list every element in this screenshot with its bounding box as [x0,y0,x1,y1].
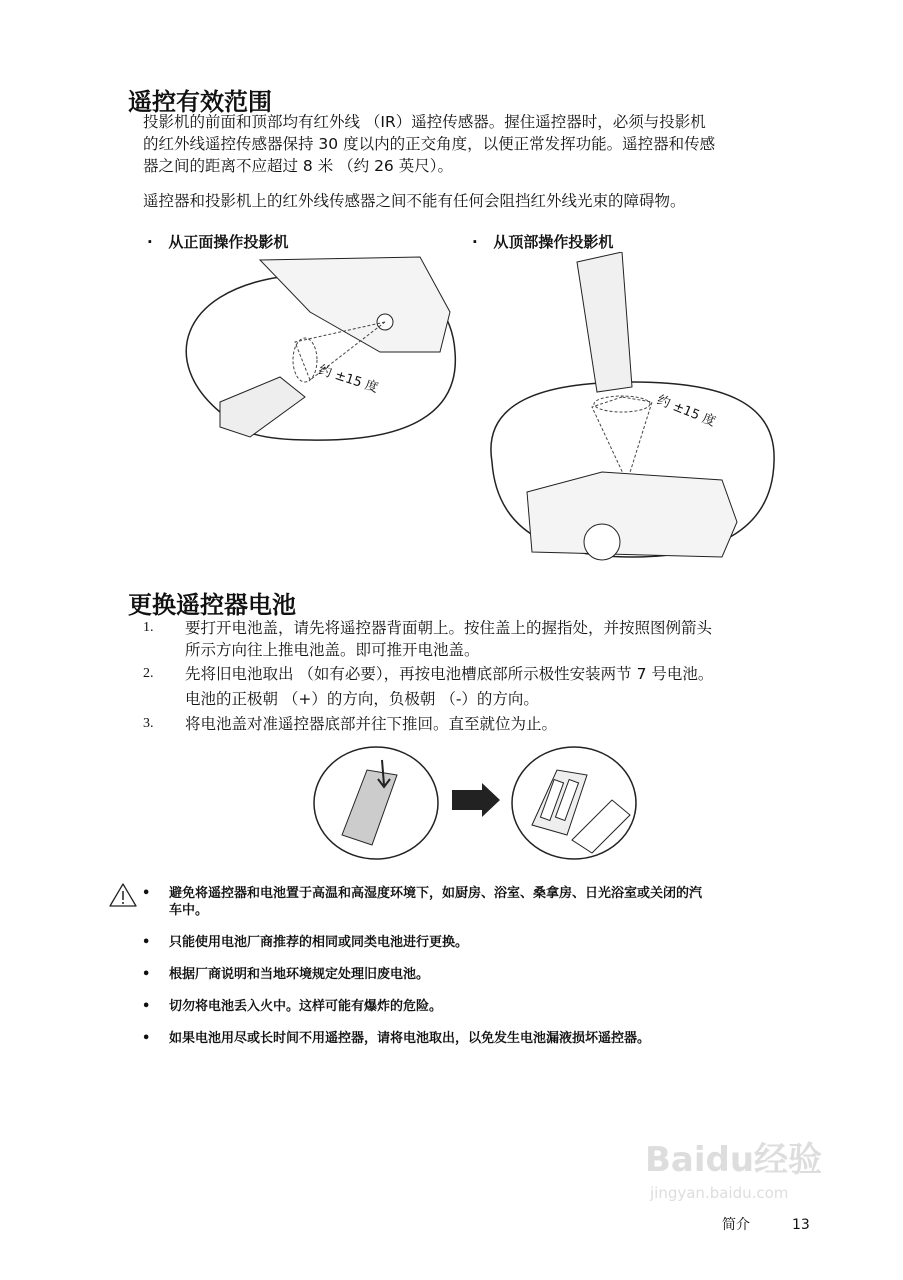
text-line: 只能使用电池厂商推荐的相同或同类电池进行更换。 [169,935,469,950]
text-line: 的红外线遥控传感器保持 30 度以内的正交角度，以便正常发挥功能。遥控器和传感 [143,135,716,153]
text-line: 避免将遥控器和电池置于高温和高湿度环境下，如厨房、浴室、桑拿房、日光浴室或关闭的汽 [169,886,703,901]
text-line: 电池的正极朝 （+）的方向，负极朝 （-）的方向。 [185,690,539,708]
text-line: 如果电池用尽或长时间不用遥控器，请将电池取出，以免发生电池漏液损坏遥控器。 [169,1031,651,1046]
watermark-url: jingyan.baidu.com [650,1184,789,1202]
range-description [143,111,715,177]
bullet-top-label: 从顶部操作投影机 [493,233,614,251]
step-item [143,663,823,710]
warning-item: • 如果电池用尽或长时间不用遥控器，请将电池取出，以免发生电池漏液损坏遥控器。 [142,1031,651,1046]
warning-list [142,885,802,1047]
step-number: 2. [143,666,154,681]
section-title-remote-range: 遥控有效范围 [128,88,272,116]
warning-triangle-icon [108,882,138,908]
warning-item: • 切勿将电池丢入火中。这样可能有爆炸的危险。 [142,999,443,1014]
battery-steps [143,617,823,735]
bullet-top: · 从顶部操作投影机 [472,233,614,251]
warning-item: • 避免将遥控器和电池置于高温和高湿度环境下，如厨房、浴室、桑拿房、日光浴室或关闭的汽 车中。 [142,886,703,918]
step-item [143,617,823,661]
battery-replacement-illustration [312,745,642,865]
text-line: 先将旧电池取出 （如有必要），再按电池槽底部所示极性安装两节 7 号电池。 [185,665,714,683]
page-number: 13 [792,1217,810,1233]
text-line: 器之间的距离不应超过 8 米 （约 26 英尺）。 [143,157,453,175]
footer-section: 简介 [722,1217,750,1233]
section-title-battery: 更换遥控器电池 [128,591,296,619]
warning-item: • 只能使用电池厂商推荐的相同或同类电池进行更换。 [142,935,469,950]
text-line: 切勿将电池丢入火中。这样可能有爆炸的危险。 [169,999,443,1014]
warning-item: • 根据厂商说明和当地环境规定处理旧废电池。 [142,967,430,982]
text-line: 根据厂商说明和当地环境规定处理旧废电池。 [169,967,430,982]
step-number: 1. [143,620,154,635]
obstacle-note: 遥控器和投影机上的红外线传感器之间不能有任何会阻挡红外线光束的障碍物。 [143,192,686,210]
text-line: 将电池盖对准遥控器底部并往下推回。直至就位为止。 [185,715,558,733]
top-operation-illustration [482,252,782,564]
step-number: 3. [143,716,154,731]
front-operation-illustration [160,252,460,447]
bullet-front: · 从正面操作投影机 [147,233,289,251]
watermark-brand: Baidu经验 [645,1140,823,1180]
step-item [143,713,823,735]
angle-label-top: 约 ±15 度 [654,392,718,430]
bullet-front-label: 从正面操作投影机 [168,233,289,251]
text-line: 投影机的前面和顶部均有红外线 （IR）遥控传感器。握住遥控器时，必须与投影机 [143,113,706,131]
text-line: 车中。 [169,903,209,918]
angle-label-front: 约 ±15 度 [316,362,380,397]
text-line: 所示方向往上推电池盖。即可推开电池盖。 [185,641,480,659]
text-line: 要打开电池盖，请先将遥控器背面朝上。按住盖上的握指处，并按照图例箭头 [185,619,713,637]
